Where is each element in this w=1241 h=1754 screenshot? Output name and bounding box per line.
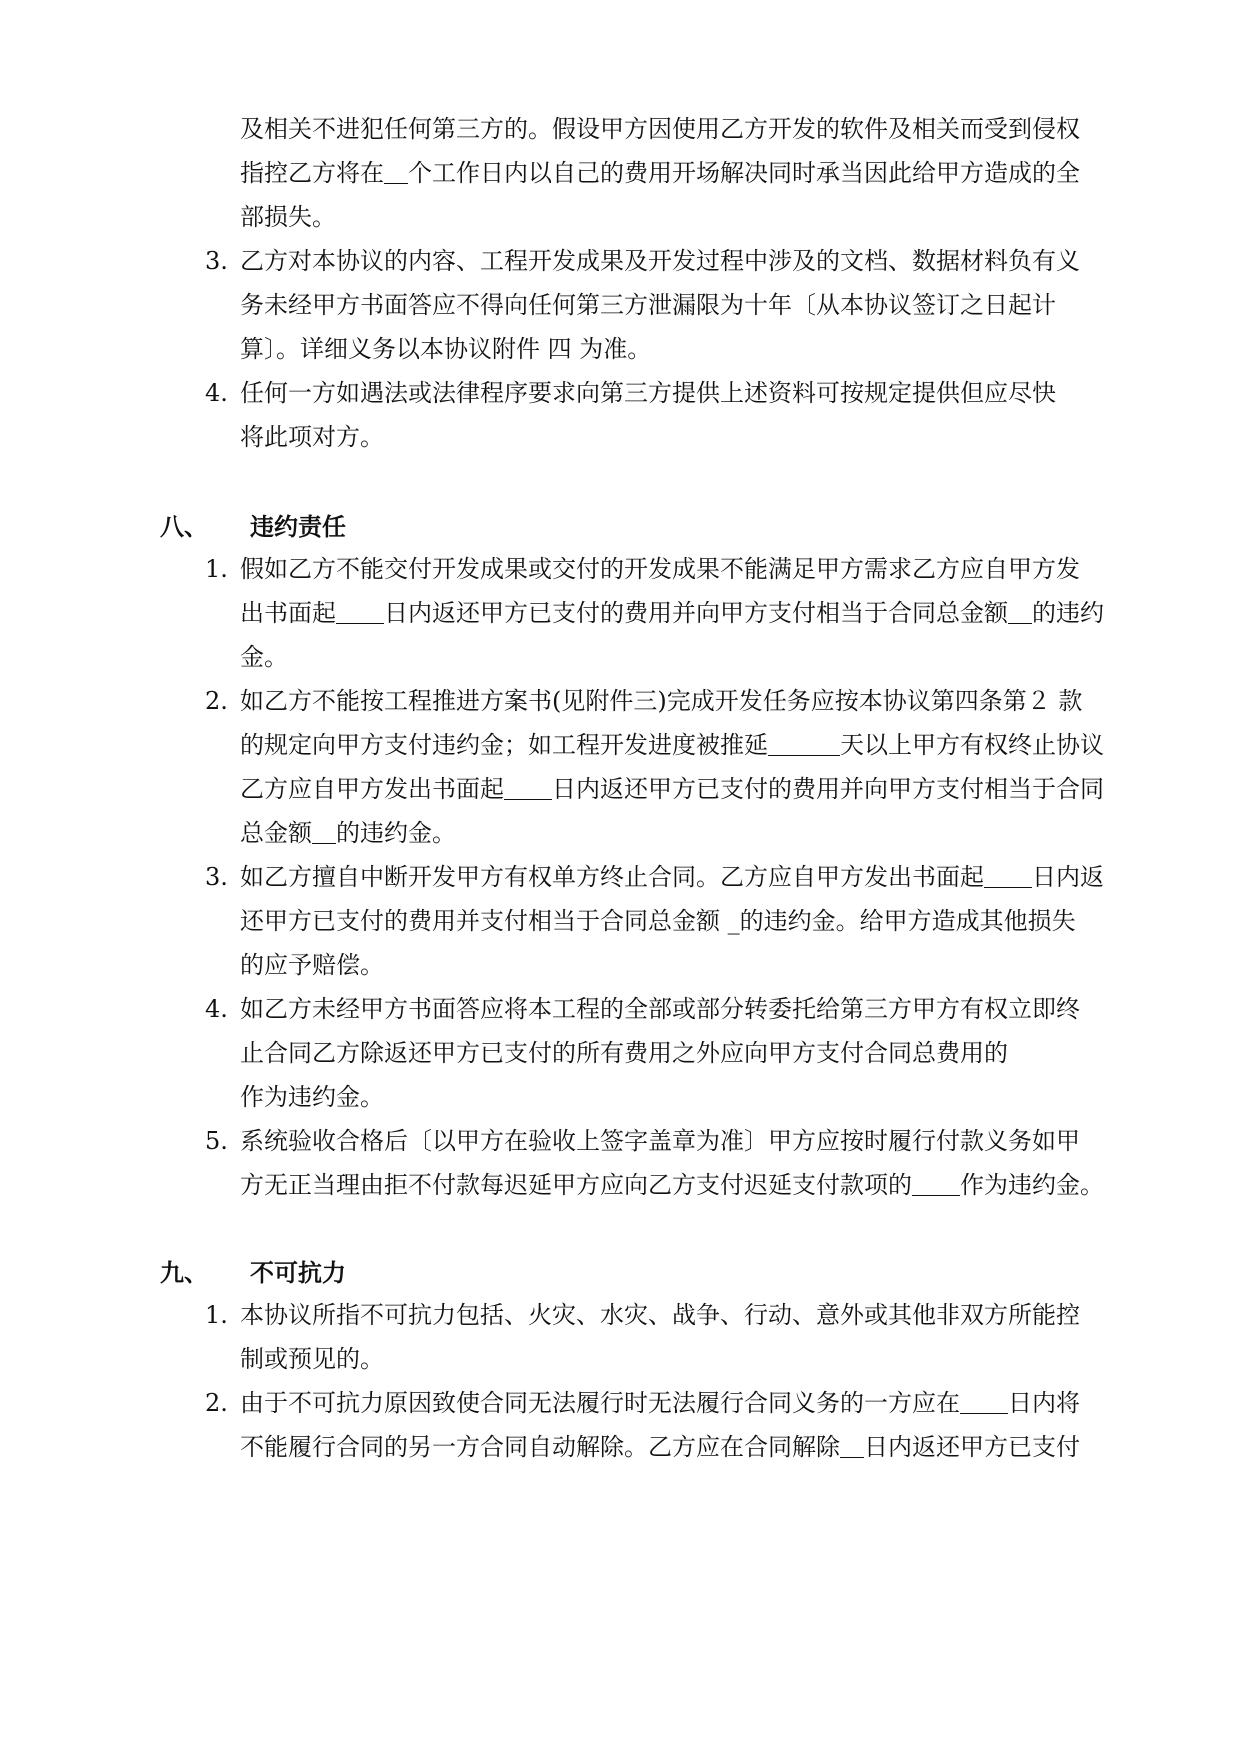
item-number: 3. [205,247,228,275]
item-number: 1. [205,1301,228,1329]
paragraph-line: 止合同乙方除返还甲方已支付的所有费用之外应向甲方支付合同总费用的 [240,1039,1008,1067]
paragraph-line: 方无正当理由拒不付款每迟延甲方应向乙方支付迟延支付款项的＿＿作为违约金。 [240,1171,1104,1199]
item-number: 5. [205,1127,228,1155]
paragraph-line: 的规定向甲方支付违约金；如工程开发进度被推延＿＿＿天以上甲方有权终止协议 [240,731,1104,759]
paragraph-line: 将此项对方。 [240,423,384,451]
section-title: 违约责任 [250,512,346,541]
paragraph-line: 制或预见的。 [240,1345,384,1373]
paragraph-line: 任何一方如遇法或法律程序要求向第三方提供上述资料可按规定提供但应尽快 [240,379,1056,407]
paragraph-line: 及相关不进犯任何第三方的。假设甲方因使用乙方开发的软件及相关而受到侵权 [240,115,1080,143]
section-number: 八、 [160,512,208,541]
paragraph-line: 如乙方擅自中断开发甲方有权单方终止合同。乙方应自甲方发出书面起＿＿日内返 [240,863,1104,891]
paragraph-line: 乙方对本协议的内容、工程开发成果及开发过程中涉及的文档、数据材料负有义 [240,247,1080,275]
paragraph-line: 本协议所指不可抗力包括、火灾、水灾、战争、行动、意外或其他非双方所能控 [240,1301,1080,1329]
paragraph-line: 还甲方已支付的费用并支付相当于合同总金额 _的违约金。给甲方造成其他损失 [240,907,1076,935]
paragraph-line: 金。 [240,643,288,671]
section-title: 不可抗力 [250,1258,346,1287]
paragraph-line: 乙方应自甲方发出书面起＿＿日内返还甲方已支付的费用并向甲方支付相当于合同 [240,775,1104,803]
paragraph-line: 总金额＿的违约金。 [240,819,456,847]
item-number: 1. [205,555,228,583]
paragraph-line: 指控乙方将在＿个工作日内以自己的费用开场解决同时承当因此给甲方造成的全 [240,159,1080,187]
paragraph-line: 如乙方未经甲方书面答应将本工程的全部或部分转委托给第三方甲方有权立即终 [240,995,1080,1023]
item-number: 4. [205,379,228,407]
paragraph-line: 务未经甲方书面答应不得向任何第三方泄漏限为十年〔从本协议签订之日起计 [240,291,1056,319]
paragraph-line: 的应予赔偿。 [240,951,384,979]
paragraph-line: 假如乙方不能交付开发成果或交付的开发成果不能满足甲方需求乙方应自甲方发 [240,555,1080,583]
item-number: 3. [205,863,228,891]
item-number: 2. [205,687,228,715]
paragraph-line: 算〕。详细义务以本协议附件 四 为准。 [240,335,652,363]
item-number: 4. [205,995,228,1023]
paragraph-line: 由于不可抗力原因致使合同无法履行时无法履行合同义务的一方应在＿＿日内将 [240,1389,1080,1417]
paragraph-line: 作为违约金。 [240,1083,384,1111]
section-number: 九、 [160,1258,208,1287]
paragraph-line: 如乙方不能按工程推进方案书(见附件三)完成开发任务应按本协议第四条第２ 款 [240,687,1083,715]
paragraph-line: 不能履行合同的另一方合同自动解除。乙方应在合同解除＿日内返还甲方已支付 [240,1433,1080,1461]
paragraph-line: 部损失。 [240,203,336,231]
item-number: 2. [205,1389,228,1417]
paragraph-line: 出书面起＿＿日内返还甲方已支付的费用并向甲方支付相当于合同总金额＿的违约 [240,599,1104,627]
paragraph-line: 系统验收合格后〔以甲方在验收上签字盖章为准〕甲方应按时履行付款义务如甲 [240,1127,1080,1155]
